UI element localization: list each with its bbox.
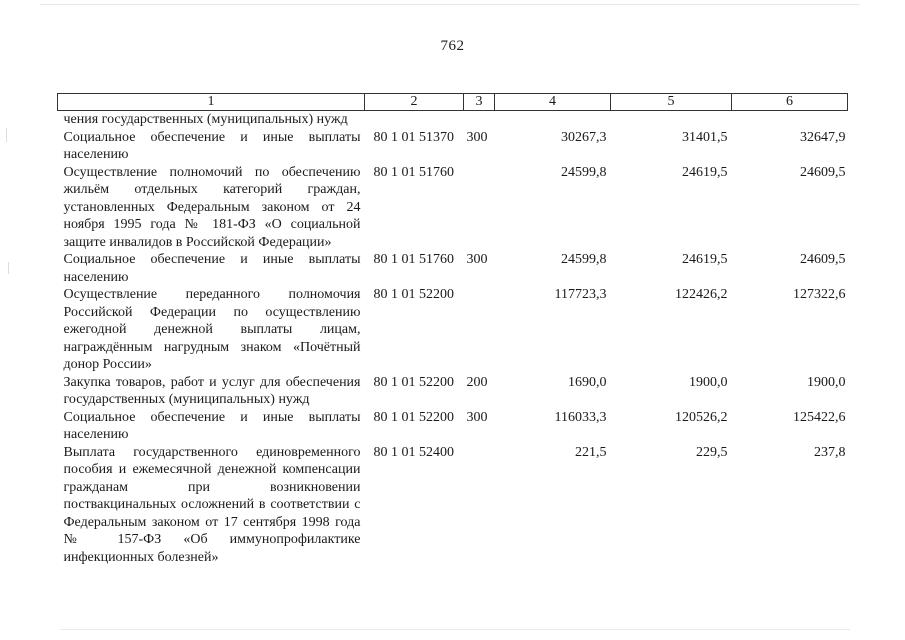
table-row (58, 374, 848, 409)
row-code: 80 1 01 51370 (373, 129, 454, 145)
row-type: 300 (466, 252, 488, 267)
column-header-6: 6 (732, 94, 848, 111)
row-value-5: 24619,5 (682, 164, 728, 180)
row-type (464, 111, 495, 129)
row-name: Закупка товаров, работ и услуг для обеспечения государственных (муниципальных) нужд (63, 374, 361, 407)
row-type: 300 (466, 129, 488, 145)
table-row (58, 409, 848, 444)
row-value-5: 24619,5 (682, 252, 728, 267)
scan-mark-left-2 (8, 262, 9, 274)
row-value-4: 116033,3 (554, 409, 607, 425)
column-header-1: 1 (58, 94, 365, 111)
page-number: 762 (440, 38, 465, 54)
column-header-5: 5 (611, 94, 732, 111)
row-value-4: 30267,3 (561, 129, 607, 145)
row-code: 80 1 01 51760 (373, 252, 454, 267)
row-name: Осуществление полномочий по обеспечению жильём отдельных категорий граждан, установленных Федеральным законом от 24 ноября 1995 года № 181-ФЗ «О социальной защите инвалидов в Российской Федерации» (63, 164, 361, 250)
scan-mark-top (40, 4, 860, 5)
row-name: Выплата государственного единовременного пособия и ежемесячной денежной компенсации гражданам при возникновении поствакцинальных осложнений в соответствии с Федеральным законом от 17 сентября 1998 года № 157-ФЗ «Об иммунопрофилактике инфекционных болезней» (63, 444, 361, 565)
row-value-6: 237,8 (814, 444, 846, 460)
table-row (58, 164, 848, 252)
header-row (58, 94, 848, 111)
row-value-6: 127322,6 (793, 287, 846, 302)
row-name: Социальное обеспечение и иные выплаты населению (63, 252, 361, 285)
table-row (58, 251, 848, 286)
table-row (58, 129, 848, 164)
row-code: 80 1 01 52200 (373, 374, 454, 390)
row-value-4: 117723,3 (554, 287, 607, 302)
budget-table (57, 93, 848, 566)
row-value-5: 1900,0 (689, 374, 728, 390)
row-value-5 (611, 111, 732, 129)
row-type: 300 (466, 409, 488, 425)
column-header-2: 2 (365, 94, 464, 111)
row-value-5: 229,5 (696, 444, 728, 460)
row-type (464, 444, 495, 567)
table-row (58, 111, 848, 129)
row-type (464, 286, 495, 374)
row-value-6 (732, 111, 848, 129)
row-code: 80 1 01 52200 (373, 409, 454, 425)
row-name: Осуществление переданного полномочия Российской Федерации по осуществлению ежегодной денежной выплаты лицам, награждённым нагрудным знаком «Почётный донор России» (63, 287, 361, 372)
row-value-5: 120526,2 (675, 409, 728, 425)
row-code: 80 1 01 52400 (373, 444, 454, 460)
row-name: Социальное обеспечение и иные выплаты населению (63, 129, 361, 162)
column-header-4: 4 (495, 94, 611, 111)
row-code: 80 1 01 51760 (373, 164, 454, 180)
row-value-6: 24609,5 (800, 164, 846, 180)
row-value-6: 24609,5 (800, 252, 846, 267)
table-row (58, 286, 848, 374)
row-name: чения государственных (муниципальных) нужд (63, 112, 348, 127)
row-value-4: 24599,8 (561, 252, 607, 267)
row-value-4: 221,5 (575, 444, 607, 460)
row-value-6: 125422,6 (793, 409, 846, 425)
column-header-3: 3 (464, 94, 495, 111)
row-code (365, 111, 464, 129)
row-type: 200 (466, 374, 488, 390)
row-value-4 (495, 111, 611, 129)
row-value-4: 24599,8 (561, 164, 607, 180)
scan-mark-bottom (60, 629, 850, 630)
row-value-6: 1900,0 (807, 374, 846, 390)
row-name: Социальное обеспечение и иные выплаты населению (63, 409, 361, 442)
row-value-6: 32647,9 (800, 129, 846, 145)
scan-mark-left-1 (6, 128, 7, 142)
row-code: 80 1 01 52200 (373, 287, 454, 302)
table-body (58, 111, 848, 567)
table-header (58, 94, 848, 111)
row-value-5: 31401,5 (682, 129, 728, 145)
row-value-4: 1690,0 (568, 374, 607, 390)
table-row (58, 444, 848, 567)
row-type (464, 164, 495, 252)
row-value-5: 122426,2 (675, 287, 728, 302)
